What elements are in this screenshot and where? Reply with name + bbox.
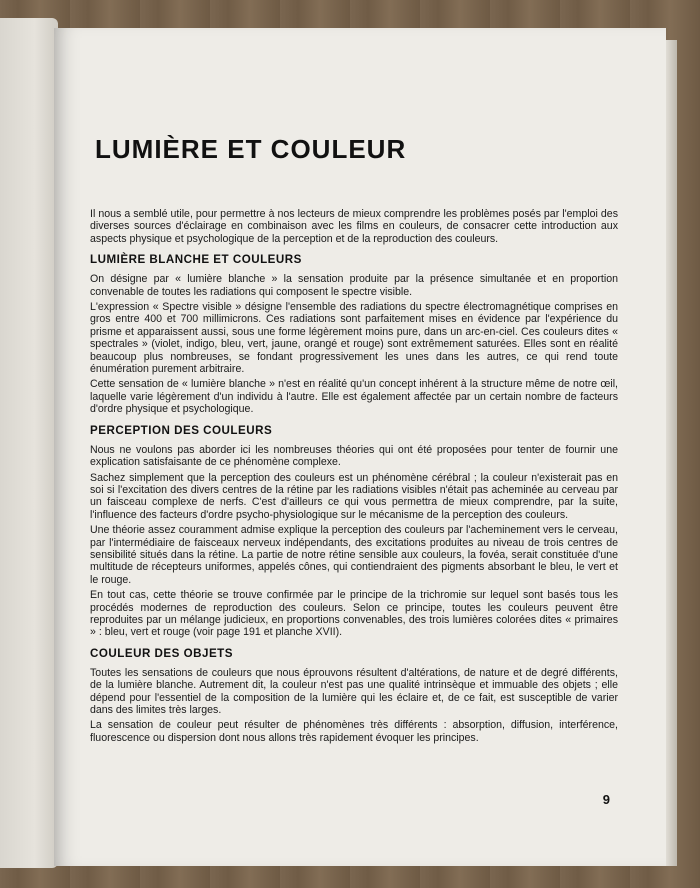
paragraph: Nous ne voulons pas aborder ici les nombreuses théories qui ont été proposées pour tenter de fournir une explication satisfaisante de ce phénomène complexe. (90, 443, 618, 469)
intro-paragraph: Il nous a semblé utile, pour permettre à nos lecteurs de mieux comprendre les problèmes posés par l'emploi des diverses sources d'éclairage en combinaison avec les films en couleurs, de consacrer cette introduction aux aspects physique et psychologique de la perception et de la reproduction des couleurs. (90, 208, 618, 245)
page-number: 9 (602, 792, 610, 807)
left-page-edge (0, 18, 58, 868)
paragraph: En tout cas, cette théorie se trouve confirmée par le principe de la trichromie sur lequel sont basés tous les procédés modernes de reproduction des couleurs. Selon ce principe, toutes les couleurs peuvent être reproduites par un mélange judicieux, en proportions convenables, des trois lumières colorées dites « primaires » : bleu, vert et rouge (voir page 191 et planche XVII). (90, 589, 618, 639)
section-heading-couleur-objets: COULEUR DES OBJETS (90, 646, 233, 660)
paragraph: La sensation de couleur peut résulter de phénomènes très différents : absorption, diffusion, interférence, fluorescence ou dispersion dont nous allons très rapidement évoquer les principes. (90, 719, 618, 744)
section-heading-lumiere-blanche: LUMIÈRE BLANCHE ET COULEURS (90, 253, 302, 267)
book-page (54, 28, 666, 866)
paragraph: Toutes les sensations de couleurs que nous éprouvons résultent d'altérations, de nature et de degré différents, de la lumière blanche. Autrement dit, la couleur n'est pas une qualité intrinsèque et immuable des objets ; elle dépend pour l'essentiel de la composition de la lumière qui les éclaire et, de ce fait, est susceptible de varier dans des limites très larges. (90, 666, 618, 716)
section-heading-perception: PERCEPTION DES COULEURS (90, 423, 273, 437)
page-content (90, 208, 618, 747)
paragraph: Une théorie assez couramment admise explique la perception des couleurs par l'acheminement vers le cerveau, par l'intermédiaire de faisceaux nerveux indépendants, des excitations produites au niveau de trois centres de sensibilité situés dans la rétine. La partie de notre rétine sensible aux couleurs, la fovéa, serait constituée d'une multitude de récepteurs uniformes, appelés cônes, qui contiendraient des pigments absorbant le bleu, le vert et le rouge. (90, 524, 618, 586)
page-title: LUMIÈRE ET COULEUR (95, 134, 407, 164)
paragraph: On désigne par « lumière blanche » la sensation produite par la présence simultanée et en proportion convenable de toutes les radiations qui composent le spectre visible. (90, 273, 618, 298)
paragraph: Sachez simplement que la perception des couleurs est un phénomène cérébral ; la couleur n'existerait pas en soi si l'excitation des divers centres de la rétine par les radiations visibles n'était pas acheminée au cerveau par un faisceau complexe de nerfs. C'est d'ailleurs ce qui vous permettra de mieux comprendre, par la suite, l'influence des facteurs d'ordre psycho-physiologique sur le mécanisme de la perception des couleurs. (90, 471, 618, 521)
paragraph: L'expression « Spectre visible » désigne l'ensemble des radiations du spectre électromagnétique comprises en gros entre 400 et 700 millimicrons. Ces radiations sont parfaitement mises en évidence par l'expérience du prisme et apparaissent aussi, sous une forme légèrement moins pure, dans un arc-en-ciel. Ces couleurs dites « spectrales » (violet, indigo, bleu, vert, jaune, orangé et rouge) sont extrêmement saturées. Elles sont en réalité beaucoup plus nombreuses, se fondant progressivement les unes dans les autres, ce qui rend toute énumération purement arbitraire. (90, 301, 618, 376)
paragraph: Cette sensation de « lumière blanche » n'est en réalité qu'un concept inhérent à la structure même de notre œil, laquelle varie légèrement d'un individu à l'autre. Elle est également affectée par un certain nombre de facteurs d'ordre physique et psychologique. (90, 378, 618, 416)
